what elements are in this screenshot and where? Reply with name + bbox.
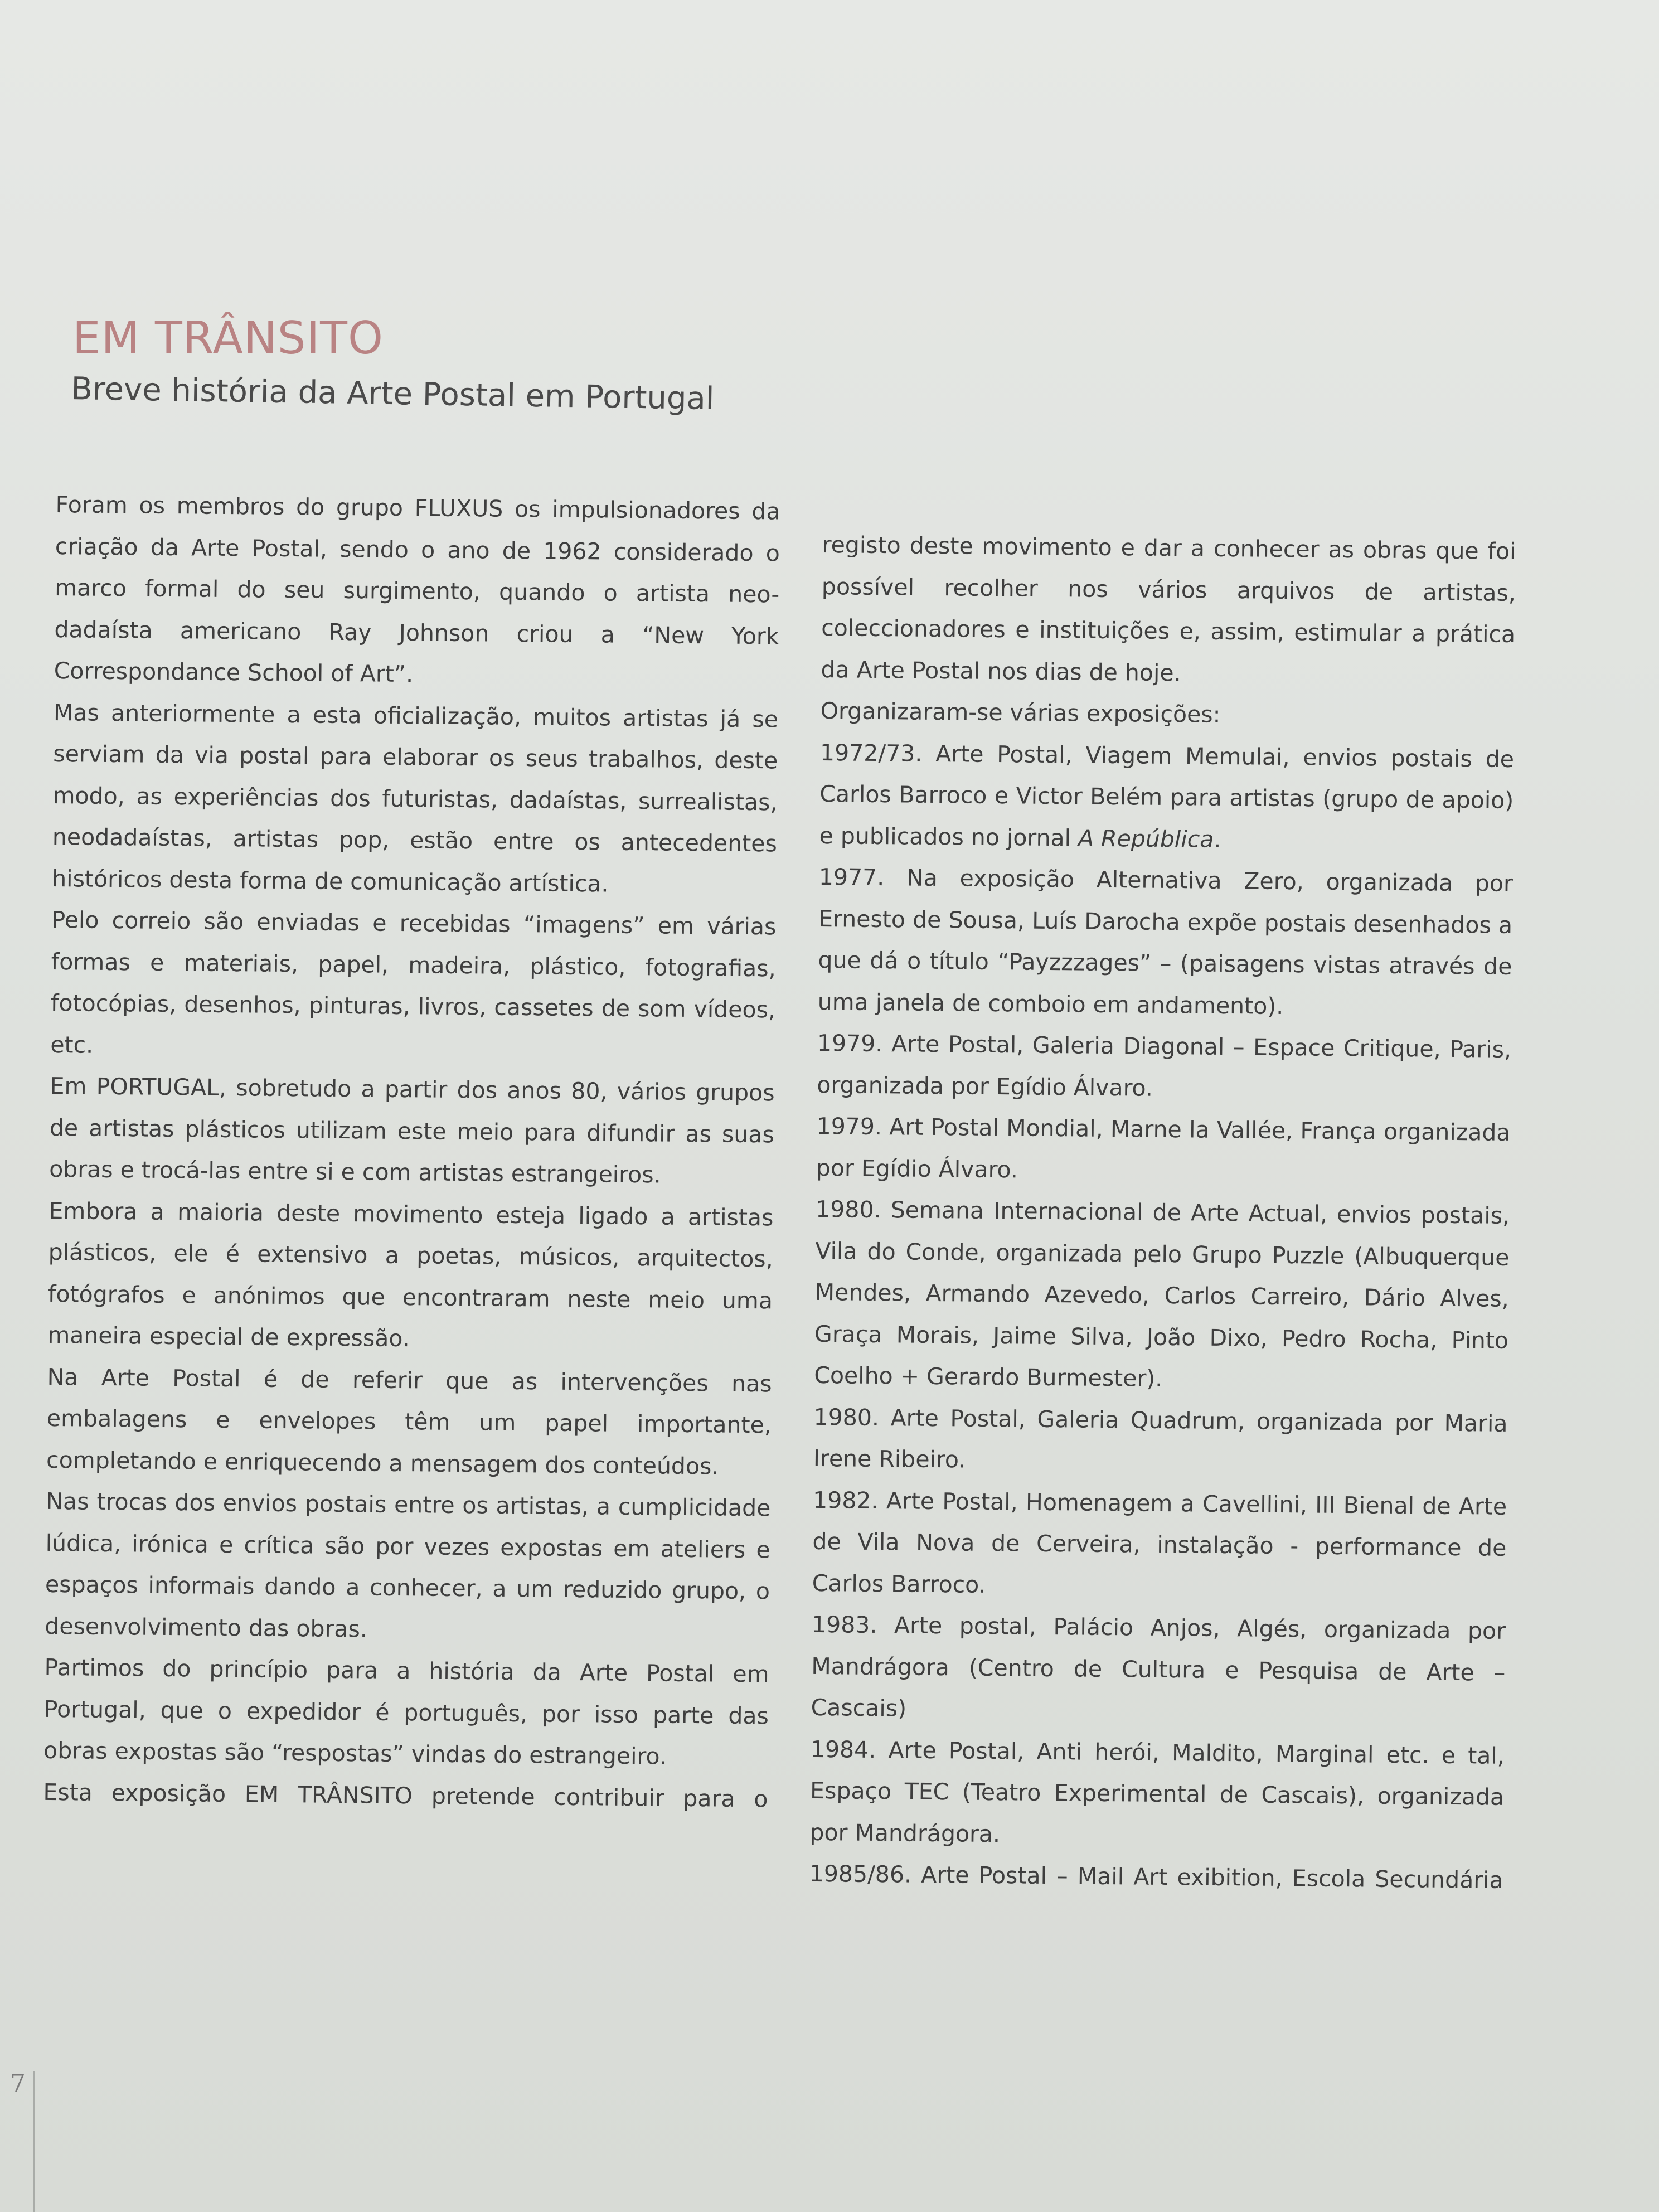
page-subtitle: Breve história da Arte Postal em Portugal bbox=[70, 371, 715, 418]
paragraph: Pelo correio são enviadas e recebidas “imagens” em várias formas e materiais, papel, madeira, plástico, fotografias, fotocópias, desenhos, pinturas, livros, cassetes de som vídeos, etc. bbox=[50, 906, 777, 1059]
exhibition-entry: 1979. Art Postal Mondial, Marne la Vallée, França organizada por Egídio Álvaro. bbox=[816, 1112, 1511, 1183]
exhibition-entry: 1982. Arte Postal, Homenagem a Cavellini, III Bienal de Arte de Vila Nova de Cerveira, instalação - performance de Carlos Barroco. bbox=[812, 1486, 1507, 1598]
paragraph: Em PORTUGAL, sobretudo a partir dos anos 80, vários grupos de artistas plásticos utilizam este meio para difundir as suas obras e trocá-las entre si e com artistas estrangeiros. bbox=[48, 1072, 775, 1189]
page-number: 7 bbox=[10, 2069, 26, 2098]
paragraph: Foram os membros do grupo FLUXUS os impulsionadores da criação da Arte Postal, sendo o ano de 1962 considerado o marco formal do seu surgimento, quando o artista neo-dadaísta americano Ray Johnson criou a “New York Correspondance School of Art”. bbox=[54, 491, 780, 688]
paragraph-continued: Esta exposição EM TRÂNSITO pretende contribuir para o bbox=[43, 1778, 768, 1812]
paragraph: Embora a maioria deste movimento esteja ligado a artistas plásticos, ele é extensivo a poetas, músicos, arquitectos, fotógrafos e anónimos que encontraram neste meio uma maneira especial de expressão. bbox=[47, 1197, 774, 1352]
exhibition-entry: 1979. Arte Postal, Galeria Diagonal – Espace Critique, Paris, organizada por Egídio Álvaro. bbox=[817, 1029, 1512, 1102]
paragraph: Nas trocas dos envios postais entre os artistas, a cumplicidade lúdica, irónica e crítica são por vezes expostas em ateliers e espaços informais dando a conhecer, a um reduzido grupo, o desenvolvimento das obras. bbox=[45, 1487, 771, 1642]
exhibition-entry: 1983. Arte postal, Palácio Anjos, Algés, organizada por Mandrágora (Centro de Cultura e Pesquisa de Arte – Cascais) bbox=[811, 1611, 1506, 1722]
left-text-column bbox=[43, 484, 780, 1820]
entry-text: 1972/73. Arte Postal, Viagem Memulai, envios postais de Carlos Barroco e Victor Belém para artistas (grupo de apoio) e publicados no jornal bbox=[819, 739, 1515, 851]
exhibition-entry: 1980. Semana Internacional de Arte Actual, envios postais, Vila do Conde, organizada pelo Grupo Puzzle (Albuquerque Mendes, Armando Azevedo, Carlos Carreiro, Dário Alves, Graça Morais, Jaime Silva, João Dixo, Pedro Rocha, Pinto Coelho + Gerardo Burmester). bbox=[814, 1195, 1510, 1392]
paragraph: registo deste movimento e dar a conhecer as obras que foi possível recolher nos vários arquivos de artistas, coleccionadores e instituições e, assim, estimular a prática da Arte Postal nos dias de hoje. bbox=[821, 531, 1516, 686]
exhibition-entry bbox=[819, 731, 1514, 862]
paragraph: Na Arte Postal é de referir que as intervenções nas embalagens e envelopes têm um papel importante, completando e enriquecendo a mensagem dos conteúdos. bbox=[46, 1363, 772, 1479]
paragraph: Mas anteriormente a esta oficialização, muitos artistas já se serviam da via postal para elaborar os seus trabalhos, deste modo, as experiências dos futuristas, dadaístas, surrealistas, neodadaístas, artistas pop, estão entre os antecedentes históricos desta forma de comunicação artística. bbox=[51, 698, 779, 898]
margin-rule bbox=[33, 2071, 35, 2212]
exhibition-entry: 1980. Arte Postal, Galeria Quadrum, organizada por Maria Irene Ribeiro. bbox=[813, 1403, 1508, 1473]
exhibition-entry: 1984. Arte Postal, Anti herói, Maldito, Marginal etc. e tal, Espaço TEC (Teatro Experimental de Cascais), organizada por Mandrágora. bbox=[809, 1735, 1505, 1847]
exhibition-entry: 1985/86. Arte Postal – Mail Art exibition, Escola Secundária bbox=[809, 1860, 1503, 1894]
newspaper-title: A República bbox=[1078, 824, 1214, 853]
entry-end: . bbox=[1214, 826, 1221, 853]
exhibition-entry: 1977. Na exposição Alternativa Zero, organizada por Ernesto de Sousa, Luís Darocha expõe postais desenhados a que dá o título “Payzzzages” – (paisagens vistas através de uma janela de comboio em andamento). bbox=[817, 863, 1514, 1020]
right-text-column bbox=[809, 524, 1516, 1901]
paragraph: Partimos do princípio para a história da Arte Postal em Portugal, que o expedidor é português, por isso parte das obras expostas são “respostas” vindas do estrangeiro. bbox=[43, 1653, 769, 1770]
page-title: EM TRÂNSITO bbox=[72, 312, 384, 364]
paragraph: Organizaram-se várias exposições: bbox=[820, 697, 1221, 728]
